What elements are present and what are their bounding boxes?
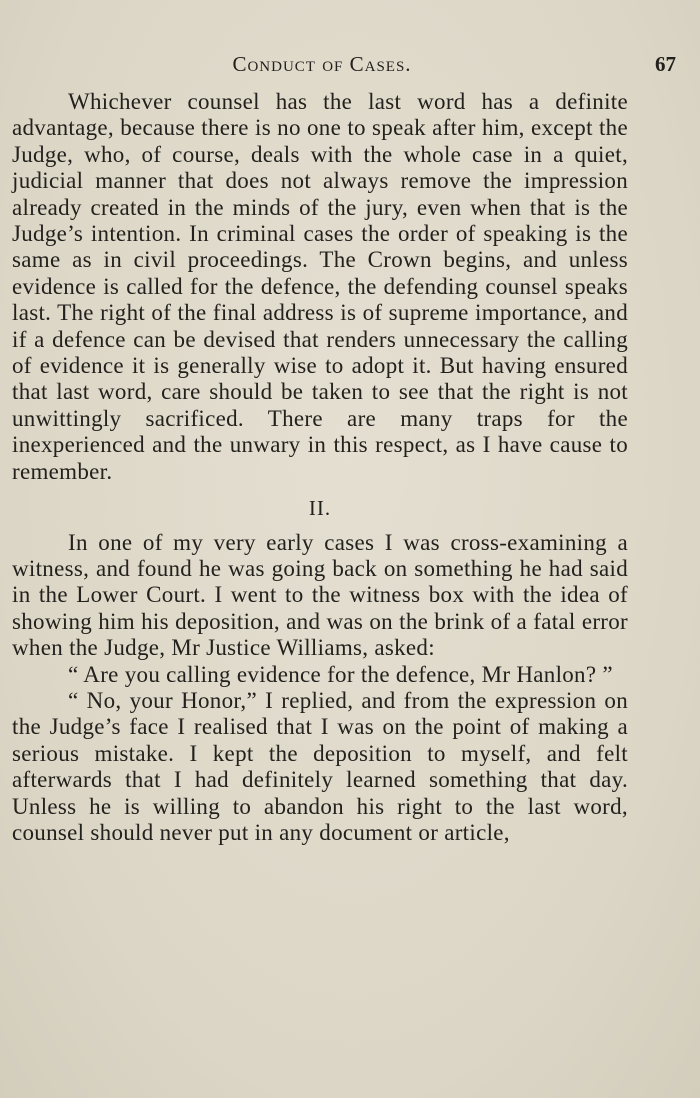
paragraph-last-word: Whichever counsel has the last word has a definite advantage, because there is no one to speak after him, except the Judge, who, of course, deals with the whole case in a quiet, judicial manner that does not always remove the impression already created in the minds of the jury, even when that is the Judge’s intention. In criminal cases the order of speaking is the same as in civil proceedings. The Crown begins, and unless evidence is called for the defence, the defending counsel speaks last. The right of the final address is of supreme importance, and if a defence can be devised that renders unnecessary the calling of evidence it is generally wise to adopt it. But having ensured that last word, care should be taken to see that the right is not unwittingly sacrificed. There are many traps for the inexperienced and the unwary in this respect, as I have cause to remember. xyxy=(12,89,628,484)
section-number: II. xyxy=(308,496,332,521)
body-text xyxy=(12,89,628,846)
paragraph-judge-question: “ Are you calling evidence for the defence, Mr Hanlon? ” xyxy=(68,661,613,687)
paragraph-early-case: In one of my very early cases I was cross-examining a witness, and found he was going back on something he had said in the Lower Court. I went to the witness box with the idea of showing him his deposition, and was on the brink of a fatal error when the Judge, Mr Justice Williams, asked: xyxy=(12,529,628,661)
running-head: Conduct of Cases. xyxy=(232,52,412,76)
page-number: 67 xyxy=(655,52,676,76)
paragraph-reply: “ No, your Honor,” I replied, and from the expression on the Judge’s face I realised that I was on the point of making a serious mistake. I kept the deposition to myself, and felt afterwards that I had definitely learned something that day. Unless he is willing to abandon his right to the last word, counsel should never put in any document or article, xyxy=(12,687,628,845)
page-header xyxy=(12,52,676,82)
